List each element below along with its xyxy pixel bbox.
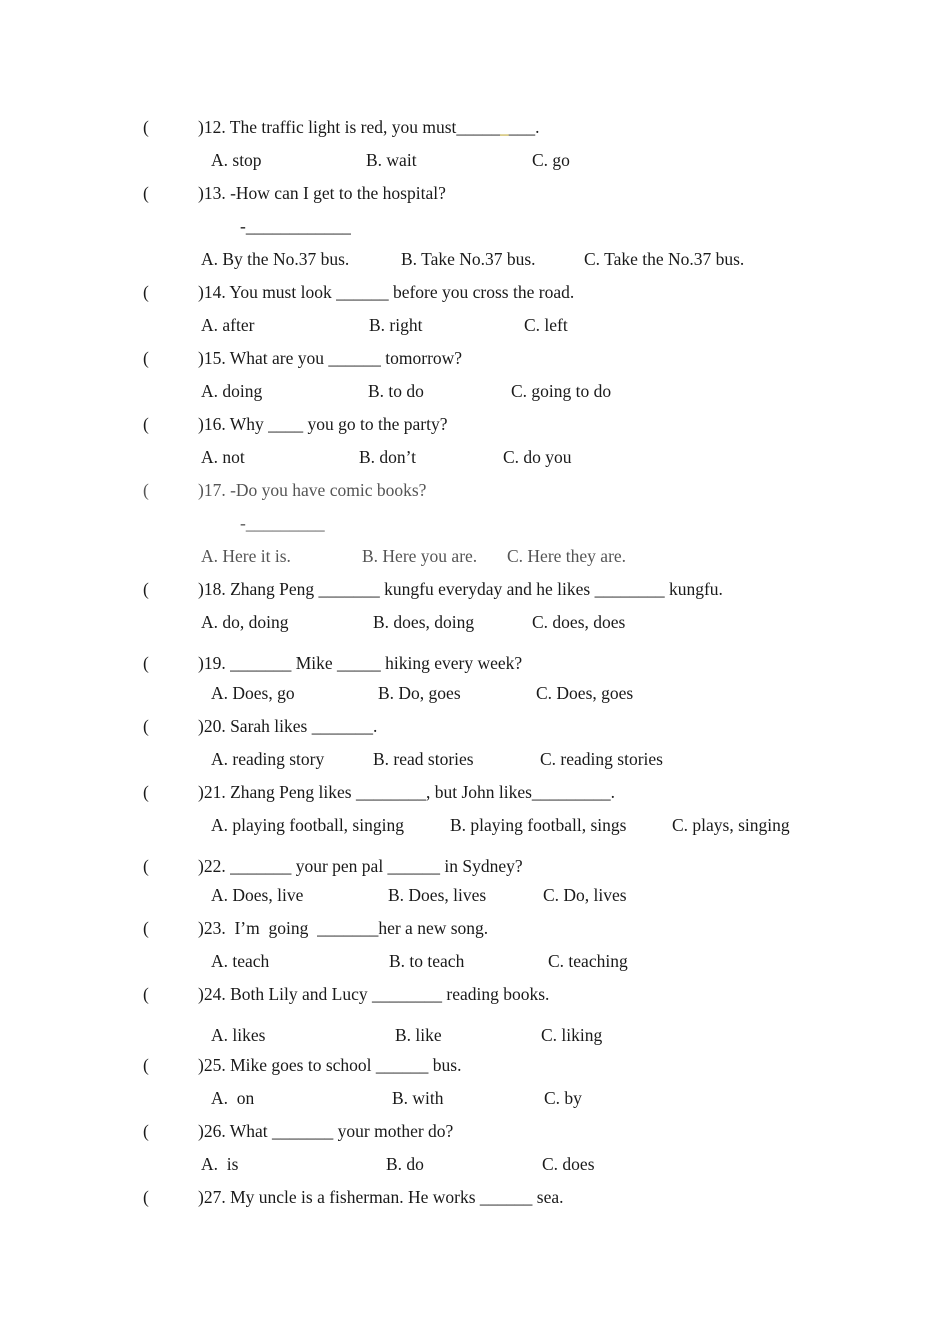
option-c: C. going to do (511, 381, 612, 401)
answer-paren: ( (143, 716, 149, 736)
answer-paren: ( (143, 579, 149, 599)
question-stem: )25. Mike goes to school ______ bus. (198, 1055, 462, 1075)
option-c: C. liking (541, 1025, 603, 1045)
question-stem: )20. Sarah likes _______. (198, 716, 378, 736)
option-b: B. Take No.37 bus. (401, 249, 536, 269)
option-a: A. do, doing (201, 612, 289, 632)
answer-paren: ( (143, 1121, 149, 1141)
question-stem: )23. I’m going _______her a new song. (198, 918, 489, 938)
answer-paren: ( (143, 117, 149, 137)
question-stem: )21. Zhang Peng likes ________, but John likes_________. (198, 782, 616, 802)
question-stem-end: ___. (508, 117, 540, 137)
option-a: A. likes (211, 1025, 266, 1045)
option-c: C. left (524, 315, 568, 335)
question-stem: )22. _______ your pen pal ______ in Sydney? (198, 856, 523, 876)
answer-paren: ( (143, 653, 149, 673)
option-a: A. teach (211, 951, 270, 971)
option-b: B. playing football, sings (450, 815, 627, 835)
option-a: A. after (201, 315, 255, 335)
answer-paren: ( (143, 918, 149, 938)
option-a: A. By the No.37 bus. (201, 249, 350, 269)
option-b: B. to do (368, 381, 424, 401)
answer-paren: ( (143, 1187, 149, 1207)
option-c: C. teaching (548, 951, 628, 971)
question-stem: )19. _______ Mike _____ hiking every week? (198, 653, 523, 673)
option-a: A. is (201, 1154, 239, 1174)
option-b: B. like (395, 1025, 442, 1045)
answer-paren: ( (143, 856, 149, 876)
option-a: A. Here it is. (201, 546, 291, 566)
option-b: B. read stories (373, 749, 474, 769)
question-stem: )17. -Do you have comic books? (198, 480, 427, 500)
option-c: C. go (532, 150, 570, 170)
option-b: B. do (386, 1154, 424, 1174)
option-a: A. on (211, 1088, 255, 1108)
highlight-mark: _ (500, 117, 509, 137)
option-c: C. by (544, 1088, 582, 1108)
answer-paren: ( (143, 282, 149, 302)
question-stem (198, 119, 540, 137)
option-a: A. Does, live (211, 885, 304, 905)
answer-paren: ( (143, 1055, 149, 1075)
option-b: B. does, doing (373, 612, 475, 632)
option-c: C. reading stories (540, 749, 663, 769)
option-b: B. Does, lives (388, 885, 487, 905)
option-c: C. Here they are. (507, 546, 627, 566)
option-b: B. don’t (359, 447, 417, 467)
option-b: B. right (369, 315, 423, 335)
answer-paren: ( (143, 183, 149, 203)
option-a: A. playing football, singing (211, 815, 404, 835)
question-stem: )27. My uncle is a fisherman. He works ______ sea. (198, 1187, 564, 1207)
option-c: C. Take the No.37 bus. (584, 249, 745, 269)
option-b: B. Do, goes (378, 683, 461, 703)
question-stem: )24. Both Lily and Lucy ________ reading books. (198, 984, 550, 1004)
option-b: B. to teach (389, 951, 465, 971)
answer-line: -____________ (240, 216, 351, 236)
option-a: A. reading story (211, 749, 325, 769)
answer-paren: ( (143, 348, 149, 368)
answer-paren: ( (143, 984, 149, 1004)
answer-paren: ( (143, 414, 149, 434)
question-stem: )14. You must look ______ before you cross the road. (198, 282, 575, 302)
question-stem: )13. -How can I get to the hospital? (198, 183, 446, 203)
question-stem: )16. Why ____ you go to the party? (198, 414, 448, 434)
question-stem: )18. Zhang Peng _______ kungfu everyday and he likes ________ kungfu. (198, 579, 723, 599)
option-b: B. Here you are. (362, 546, 478, 566)
option-c: C. Do, lives (543, 885, 627, 905)
question-stem: )15. What are you ______ tomorrow? (198, 348, 463, 368)
question-stem-text: )12. The traffic light is red, you must_____ (198, 117, 501, 137)
option-a: A. not (201, 447, 245, 467)
option-a: A. Does, go (211, 683, 295, 703)
option-c: C. does (542, 1154, 595, 1174)
answer-paren: ( (143, 782, 149, 802)
option-a: A. stop (211, 150, 262, 170)
option-c: C. does, does (532, 612, 626, 632)
answer-paren: ( (143, 480, 149, 500)
answer-line: -_________ (240, 513, 325, 533)
question-stem: )26. What _______ your mother do? (198, 1121, 454, 1141)
option-a: A. doing (201, 381, 263, 401)
option-c: C. plays, singing (672, 815, 790, 835)
option-b: B. wait (366, 150, 417, 170)
option-c: C. Does, goes (536, 683, 634, 703)
option-c: C. do you (503, 447, 572, 467)
option-b: B. with (392, 1088, 444, 1108)
